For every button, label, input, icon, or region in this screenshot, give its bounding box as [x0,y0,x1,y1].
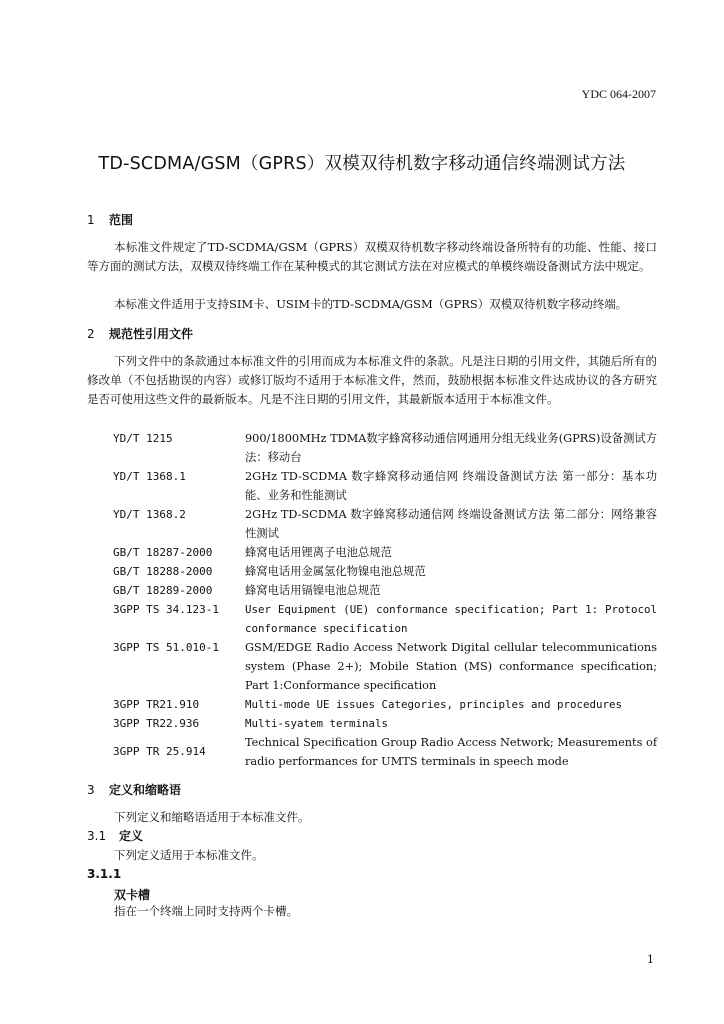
reference-title: 蜂窝电话用金属氢化物镍电池总规范 [245,565,426,578]
page-number: 1 [647,953,654,966]
reference-code: GB/T 18289-2000 [113,584,213,597]
reference-title: Multi-mode UE issues Categories, principles and procedures [245,698,623,711]
reference-code: 3GPP TS 34.123-1 [113,603,219,616]
reference-code: YD/T 1368.1 [113,470,186,483]
page-title: TD-SCDMA/GSM（GPRS）双模双待机数字移动通信终端测试方法 [98,154,626,174]
reference-title: 2GHz TD-SCDMA 数字蜂窝移动通信网 终端设备测试方法 第二部分：网络兼容性测试 [245,508,657,540]
reference-code: YD/T 1368.2 [113,508,186,521]
reference-title: 蜂窝电话用镉镍电池总规范 [245,584,381,597]
document-code: YDC 064-2007 [581,87,656,101]
section-3-number: 3 [87,783,95,797]
reference-code: GB/T 18287-2000 [113,546,213,559]
section-3-1-1-heading [87,867,121,881]
reference-code: 3GPP TS 51.010-1 [113,641,219,654]
reference-title: Multi-syatem terminals [245,717,389,730]
reference-title: GSM/EDGE Radio Access Network Digital cellular telecommunications system (Phase 2+); Mobile Station (MS) conformance specification; Part 1:Conformance specification [245,641,657,692]
reference-title: Technical Specification Group Radio Access Network; Measurements of radio performances for UMTS terminals in speech mode [245,736,657,768]
section-1-heading [87,211,133,228]
reference-code: 3GPP TR22.936 [113,717,200,730]
section-3-1-heading [87,827,143,844]
section-2-title: 规范性引用文件 [109,327,194,341]
reference-title: 蜂窝电话用锂离子电池总规范 [245,546,392,559]
section-1-number: 1 [87,213,95,227]
reference-title: 900/1800MHz TDMA数字蜂窝移动通信网通用分组无线业务(GPRS)设备测试方法：移动台 [245,432,657,464]
section-3-1-1-number: 3.1.1 [87,867,122,881]
section-2-intro: 下列文件中的条款通过本标准文件的引用而成为本标准文件的条款。凡是注日期的引用文件，其随后所有的修改单（不包括勘误的内容）或修订版均不适用于本标准文件，然而，鼓励根据本标准文件达成协议的各方研究是否可使用这些文件的最新版本。凡是不注日期的引用文件，其最新版本适用于本标准文件。 [87,354,657,406]
section-1-title: 范围 [109,213,134,227]
term-definition: 指在一个终端上同时支持两个卡槽。 [114,904,298,918]
section-3-heading [87,781,181,798]
section-1-paragraph-1: 本标准文件规定了TD-SCDMA/GSM（GPRS）双模双待机数字移动终端设备所特有的功能、性能、接口等方面的测试方法，双模双待终端工作在某种模式的其它测试方法在对应模式的单模终端设备测试方法中规定。 [87,240,657,273]
reference-title: 2GHz TD-SCDMA 数字蜂窝移动通信网 终端设备测试方法 第一部分：基本功能、业务和性能测试 [245,470,657,502]
reference-code: 3GPP TR 25.914 [113,745,206,758]
section-3-1-intro: 下列定义适用于本标准文件。 [114,848,264,862]
term-title: 双卡槽 [114,888,151,902]
section-1-paragraph-2: 本标准文件适用于支持SIM卡、USIM卡的TD-SCDMA/GSM（GPRS）双模双待机数字移动终端。 [114,297,628,311]
section-2-number: 2 [87,327,95,341]
reference-code: 3GPP TR21.910 [113,698,200,711]
section-3-intro: 下列定义和缩略语适用于本标准文件。 [114,810,310,824]
section-3-title: 定义和缩略语 [109,783,182,797]
section-2-heading [87,325,193,342]
reference-code: YD/T 1215 [113,432,173,445]
reference-code: GB/T 18288-2000 [113,565,213,578]
reference-title: User Equipment (UE) conformance specification; Part 1: Protocol conformance specification [245,603,657,635]
section-3-1-title: 定义 [119,829,144,843]
section-3-1-number: 3.1 [87,829,107,843]
